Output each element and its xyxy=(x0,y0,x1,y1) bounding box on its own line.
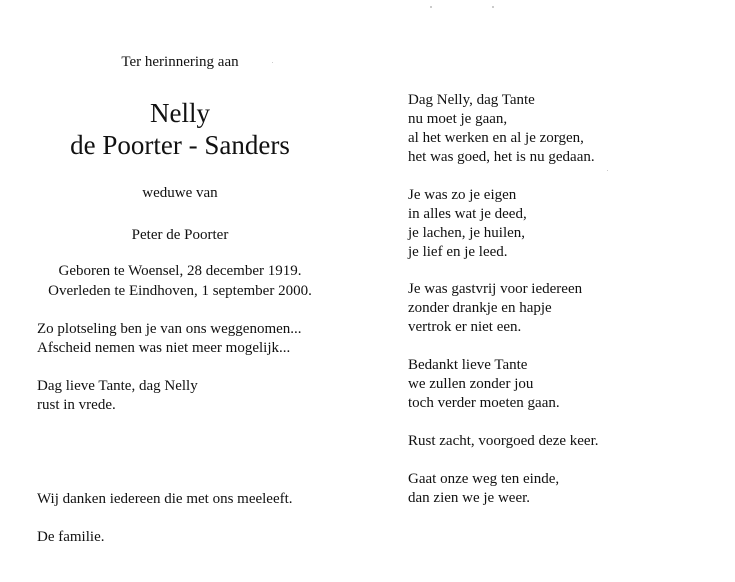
deceased-full-name: de Poorter - Sanders xyxy=(70,130,290,160)
birth-line: Geboren te Woensel, 28 december 1919. xyxy=(58,263,302,279)
thanks-line: Wij danken iedereen die met ons meeleeft. xyxy=(37,491,293,507)
farewell-text-line2: Afscheid nemen was niet meer mogelijk... xyxy=(37,340,291,356)
poem-line: dan zien we je weer. xyxy=(408,490,531,506)
poem-stanza xyxy=(408,432,599,451)
poem-line: zonder drankje en hapje xyxy=(408,300,552,316)
family-signoff: De familie. xyxy=(37,529,105,545)
spouse-name: Peter de Poorter xyxy=(131,227,229,243)
poem-stanza xyxy=(408,280,582,337)
death-line: Overleden te Eindhoven, 1 september 2000. xyxy=(48,283,312,299)
poem-line: vertrok er niet een. xyxy=(408,319,522,335)
scan-speck xyxy=(607,170,608,171)
goodbye-line2: rust in vrede. xyxy=(37,397,116,413)
poem-line: Gaat onze weg ten einde, xyxy=(408,471,560,487)
scan-speck xyxy=(430,6,432,8)
poem-stanza xyxy=(408,356,560,413)
poem-stanza xyxy=(408,470,559,508)
poem-line: toch verder moeten gaan. xyxy=(408,395,560,411)
poem-line: Bedankt lieve Tante xyxy=(408,357,528,373)
widow-of-label: weduwe van xyxy=(142,185,218,201)
deceased-first-name: Nelly xyxy=(150,98,210,128)
poem-line: Je was zo je eigen xyxy=(408,187,517,203)
poem-line: je lief en je leed. xyxy=(408,244,508,260)
poem-line: het was goed, het is nu gedaan. xyxy=(408,149,595,165)
poem-line: je lachen, je huilen, xyxy=(408,225,526,241)
poem-line: al het werken en al je zorgen, xyxy=(408,130,584,146)
poem-line: Je was gastvrij voor iedereen xyxy=(408,281,583,297)
poem-stanza xyxy=(408,91,595,167)
poem-line: in alles wat je deed, xyxy=(408,206,527,222)
poem-line: nu moet je gaan, xyxy=(408,111,508,127)
poem-line: we zullen zonder jou xyxy=(408,376,534,392)
poem-line: Dag Nelly, dag Tante xyxy=(408,92,535,108)
goodbye-line1: Dag lieve Tante, dag Nelly xyxy=(37,378,198,394)
in-memory-heading: Ter herinnering aan xyxy=(121,54,239,70)
scan-speck xyxy=(492,6,494,8)
poem-line: Rust zacht, voorgoed deze keer. xyxy=(408,433,599,449)
scan-speck xyxy=(272,62,273,63)
poem-stanza xyxy=(408,186,527,262)
farewell-text-line1: Zo plotseling ben je van ons weggenomen... xyxy=(37,321,302,337)
poem-panel xyxy=(408,0,728,582)
